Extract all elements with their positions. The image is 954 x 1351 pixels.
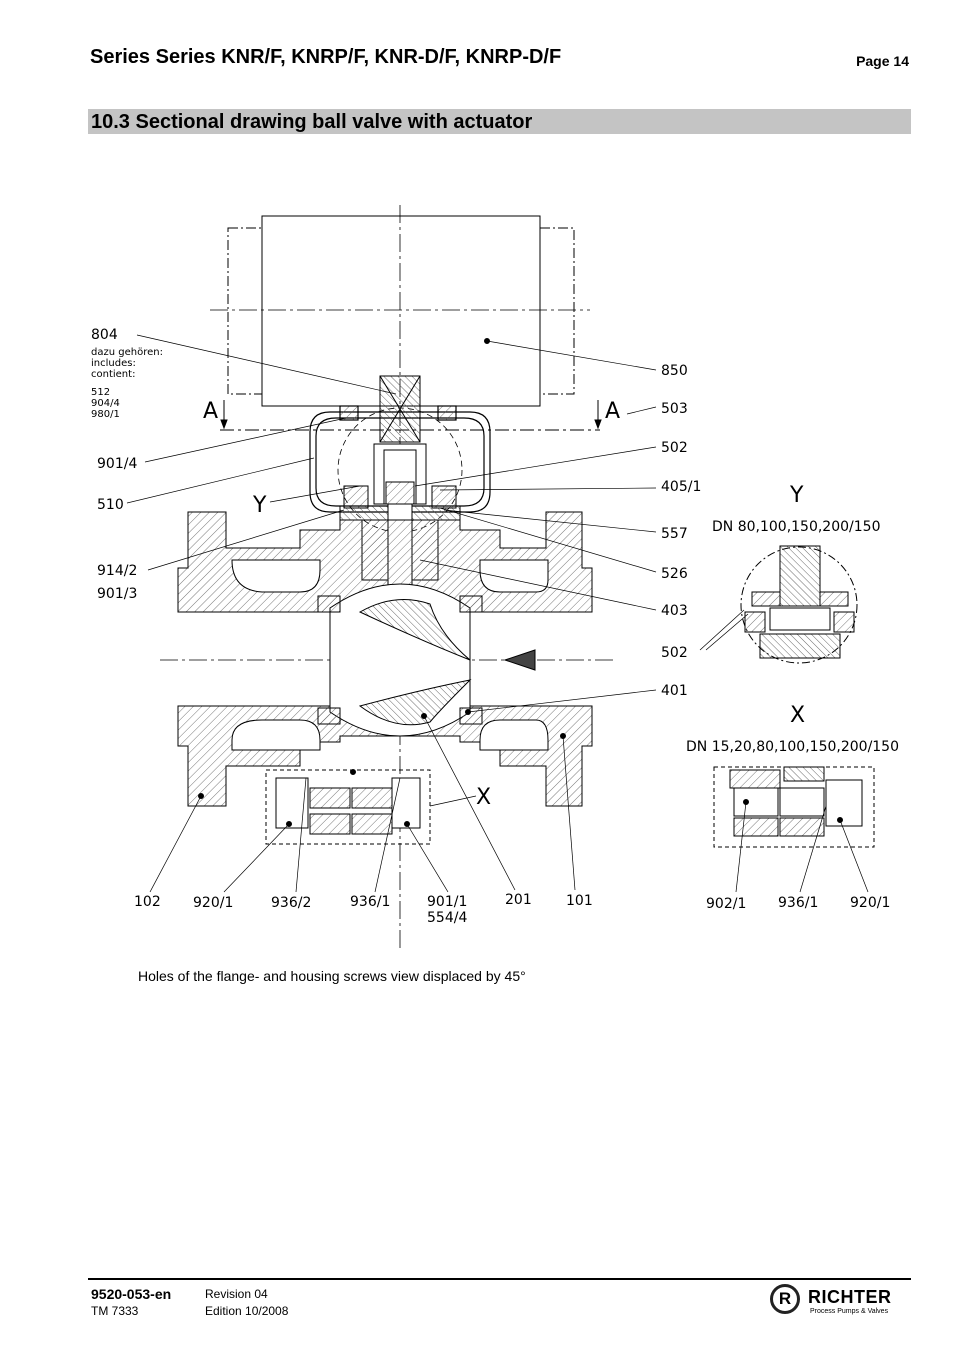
- label-557: 557: [661, 526, 688, 542]
- richter-logo: [770, 1284, 910, 1320]
- label-503: 503: [661, 401, 688, 417]
- label-936-2: 936/2: [271, 895, 312, 911]
- edition: Edition 10/2008: [205, 1304, 289, 1318]
- logo-tagline: Process Pumps & Valves: [810, 1308, 889, 1315]
- label-901-3: 901/3: [97, 586, 138, 602]
- detail-y: [700, 546, 857, 663]
- detail-x-label-936-1: 936/1: [778, 895, 819, 911]
- label-401: 401: [661, 683, 688, 699]
- section-mark-y: Y: [253, 493, 267, 518]
- note-number: 804: [91, 327, 118, 343]
- detail-x: [714, 767, 874, 892]
- page-number: Page 14: [856, 53, 909, 69]
- label-101: 101: [566, 893, 593, 909]
- label-920-1: 920/1: [193, 895, 234, 911]
- note-item-3: 980/1: [91, 409, 120, 420]
- detail-x-mark: X: [790, 703, 806, 728]
- label-502-detail: 502: [661, 645, 688, 661]
- note-line-3: contient:: [91, 369, 136, 380]
- drawing-caption: Holes of the flange- and housing screws view displaced by 45°: [138, 968, 526, 984]
- label-901-1: 901/1: [427, 894, 468, 910]
- section-title: 10.3 Sectional drawing ball valve with actuator: [91, 111, 533, 133]
- detail-y-mark: Y: [790, 483, 804, 508]
- detail-x-label-920-1: 920/1: [850, 895, 891, 911]
- note-item-1: 512: [91, 387, 111, 398]
- revision: Revision 04: [205, 1287, 268, 1301]
- detail-x-label-902-1: 902/1: [706, 896, 747, 912]
- detail-y-dn: DN 80,100,150,200/150: [712, 519, 881, 535]
- label-936-1: 936/1: [350, 894, 391, 910]
- label-510: 510: [97, 497, 124, 513]
- label-901-4: 901/4: [97, 456, 138, 472]
- label-405-1: 405/1: [661, 479, 702, 495]
- label-502: 502: [661, 440, 688, 456]
- footer-divider: [88, 1278, 911, 1280]
- note-line-1: dazu gehören:: [91, 347, 163, 358]
- logo-letter: R: [778, 1289, 792, 1308]
- detail-x-dn: DN 15,20,80,100,150,200/150: [686, 739, 900, 755]
- label-403: 403: [661, 603, 688, 619]
- label-554-4: 554/4: [427, 910, 468, 926]
- note-line-2: includes:: [91, 358, 136, 369]
- section-mark-a-right: A: [605, 399, 621, 424]
- document-id: 9520-053-en: [91, 1286, 172, 1302]
- note-item-2: 904/4: [91, 398, 120, 409]
- tm-number: TM 7333: [91, 1304, 139, 1318]
- label-850: 850: [661, 363, 688, 379]
- logo-name: RICHTER: [808, 1287, 892, 1307]
- document-title: Series Series KNR/F, KNRP/F, KNR-D/F, KNRP-D/F: [90, 46, 562, 68]
- bottom-bolt-detail: [266, 770, 430, 845]
- label-201: 201: [505, 892, 532, 908]
- label-102: 102: [134, 894, 161, 910]
- section-mark-a-left: A: [203, 399, 219, 424]
- label-914-2: 914/2: [97, 563, 138, 579]
- section-mark-x: X: [476, 785, 492, 810]
- label-526: 526: [661, 566, 688, 582]
